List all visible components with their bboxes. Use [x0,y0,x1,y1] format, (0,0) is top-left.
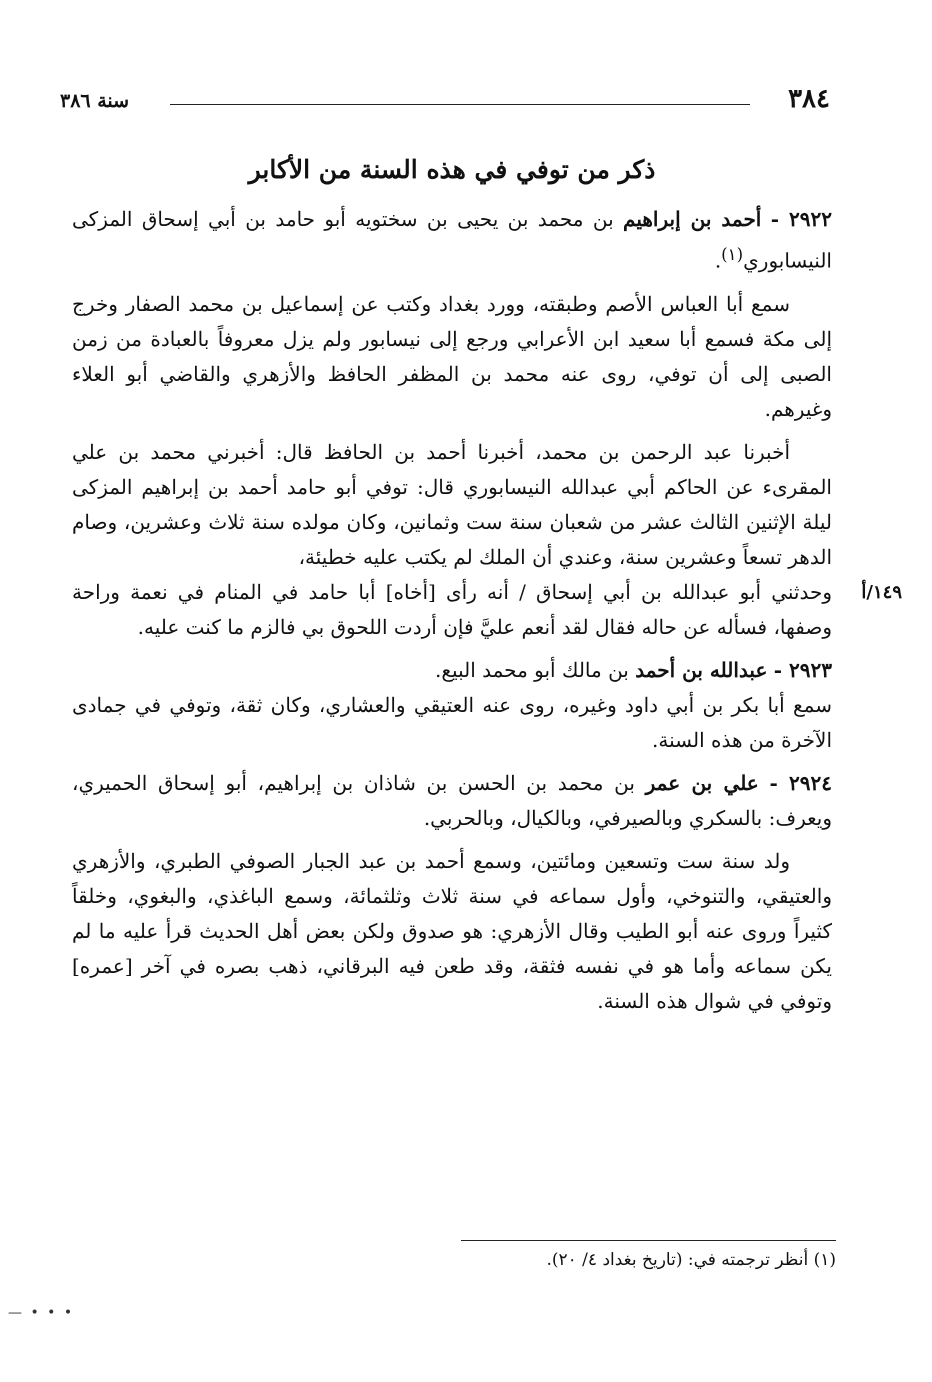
entry-number: ٢٩٢٢ - [770,207,832,231]
entry-name: علي بن عمر [645,770,759,795]
entry-paragraph: أخبرنا عبد الرحمن بن محمد، أخبرنا أحمد بن الحافظ قال: أخبرني محمد بن علي المقرىء عن الحاكم أبي عبدالله النيسابوري قال: توفي أبو حامد أحمد بن إبراهيم المزكى ليلة الإثنين الثالث عشر من شعبان سنة ست وثمانين، وكان مولده سنة ثلاث وعشرين، وصام الدهر تسعاً وعشرين سنة، وعندي أن الملك لم يكتب عليه خطيئة، [72,439,832,569]
entry-heading-text: بن مالك أبو محمد البيع. [435,657,629,682]
page-number: ٣٨٤ [788,84,830,114]
entry-heading-end: . [714,248,722,273]
manuscript-ref-paragraph [72,575,902,645]
header-rule [170,104,750,105]
page-header [60,82,830,122]
entry-number: ٢٩٢٣ - [773,657,832,682]
entry-paragraph: سمع أبا بكر بن أبي داود وغيره، روى عنه العتيقي والعشاري، وكان ثقة، وتوفي في جمادى الآخرة من هذه السنة. [72,692,832,752]
page-content [72,150,902,1027]
footnote-rule [461,1240,836,1241]
entry-heading-text: بن محمد بن يحيى بن سختويه أبو حامد بن أبي إسحاق المزكى النيسابوري [72,207,832,273]
entry-paragraph: ولد سنة ست وتسعين ومائتين، وسمع أحمد بن عبد الجبار الصوفي الطبري، والأزهري والعتيقي، والتنوخي، وأول سماعه في سنة ثلاث وثلثمائة، وسمع الباغذي، والبغوي، وخلقاً كثيراً وروى عنه أبو الطيب وقال الأزهري: هو صدوق ولكن بعض أهل الحديث قرأ عليه ما لم يكن سماعه وأما هو في نفسه فثقة، وقد طعن فيه البرقاني، ذهب بصره في آخر [عمره] وتوفي في شوال هذه السنة. [72,848,832,1013]
footnote: (١) أنظر ترجمته في: (تاريخ بغداد ٤/ ٢٠). [546,1250,836,1270]
scan-artifact: — • • • [8,1305,75,1321]
footnote-ref: (١) [721,245,744,264]
margin-folio-ref: ١٤٩/أ [861,581,902,603]
entry-name: أحمد بن إبراهيم [623,207,762,231]
entry-number: ٢٩٢٤ - [769,770,832,795]
entry-heading-text: بن محمد بن الحسن بن شاذان بن إبراهيم، أبو إسحاق الحميري، ويعرف: بالسكري وبالصيرفي، وبالكيال، وبالحربي. [72,770,832,830]
entry-heading-2924 [72,766,832,836]
section-title: ذكر من توفي في هذه السنة من الأكابر [248,155,656,184]
entry-paragraph: سمع أبا العباس الأصم وطبقته، وورد بغداد وكتب عن إسماعيل بن محمد الصفار وخرج إلى مكة فسمع أبا سعيد ابن الأعرابي ورجع إلى نيسابور ولم يزل معروفاً بالعبادة من زمن الصبى إلى أن توفي، روى عنه محمد بن المظفر الحافظ والأزهري والقاضي أبو العلاء وغيرهم. [72,291,832,421]
entry-name: عبدالله بن أحمد [635,657,768,682]
entry-paragraph-text: وحدثني أبو عبدالله بن أبي إسحاق / أنه رأى [أخاه] أبا حامد في المنام في نعمة وراحة وصفها، فسأله عن حاله فقال لقد أنعم عليَّ فإن أردت اللحوق بي فالزم ما كنت عليه. [72,579,832,639]
entry-heading-2922 [72,202,832,279]
entry-heading-2923 [72,653,832,688]
running-head: سنة ٣٨٦ [60,90,130,112]
